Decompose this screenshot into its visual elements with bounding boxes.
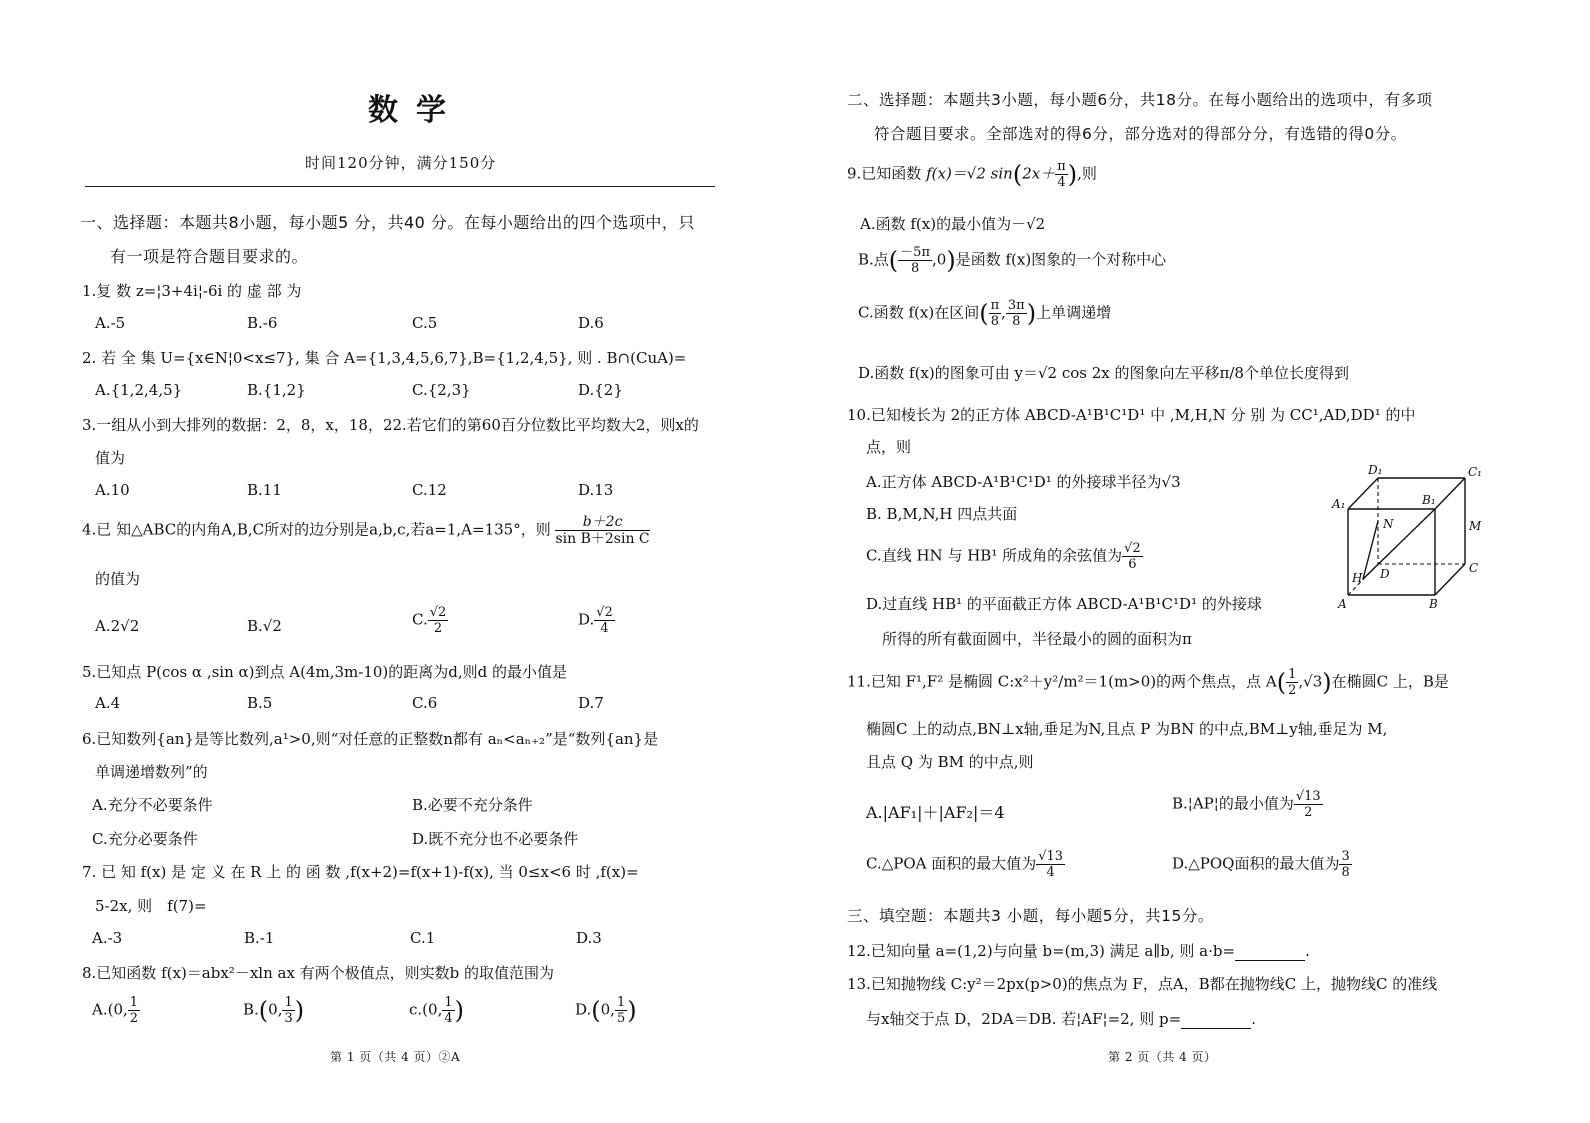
q4-fraction-numerator: b＋2c — [555, 515, 649, 531]
q10-option-b: B. B,M,N,H 四点共面 — [866, 505, 1018, 523]
page-2-footer: 第 2 页（共 4 页） — [1108, 1050, 1217, 1064]
q4-d-den: 4 — [600, 621, 609, 636]
label-n: N — [1383, 517, 1394, 531]
q2-option-a: A.{1,2,4,5} — [95, 381, 183, 399]
question-4 — [82, 515, 650, 546]
q9-b-tail: 是函数 f(x)图象的一个对称中心 — [955, 250, 1167, 269]
q7-option-c: C.1 — [410, 929, 436, 947]
q11-point-den: 2 — [1288, 683, 1297, 698]
q9-c1-den: 8 — [990, 314, 999, 329]
q8-option-d: D.(0, $\frac{1}{5}$ ) — [575, 995, 637, 1026]
q9-function: f(x)＝√2 sin — [926, 164, 1013, 183]
q9-b-den: 8 — [910, 261, 920, 276]
question-1: 1.复 数 z=¦3+4i¦-6i 的 虚 部 为 — [82, 282, 302, 300]
q8-option-d-label: D. — [575, 1000, 592, 1019]
q10-c-num: √2 — [1124, 541, 1141, 556]
q8-d-den: 5 — [616, 1011, 626, 1026]
exam-time-info: 时间120分钟，满分150分 — [305, 154, 497, 172]
q9-four: 4 — [1057, 175, 1066, 190]
title-divider — [85, 186, 715, 187]
label-m: M — [1469, 519, 1482, 533]
q13-answer-blank[interactable] — [1181, 1014, 1251, 1029]
q5-option-b: B.5 — [247, 694, 273, 712]
q7-option-a: A.-3 — [92, 929, 123, 947]
q11-d-num: 3 — [1341, 849, 1350, 864]
q11-d-den: 8 — [1341, 865, 1350, 880]
q9-c2-den: 8 — [1012, 314, 1021, 329]
label-h: H — [1352, 571, 1363, 585]
question-3: 3.一组从小到大排列的数据：2，8，x，18，22.若它们的第60百分位数比平均数大2，则x的 — [82, 416, 699, 434]
q12-answer-blank[interactable] — [1235, 946, 1305, 961]
q11-point-tail: ,√3 — [1298, 672, 1323, 691]
q3-option-d: D.13 — [578, 481, 614, 499]
q8-a-num: 1 — [129, 995, 139, 1010]
q10-option-c — [866, 542, 1143, 571]
question-11-cont: 椭圆C 上的动点,BN⊥x轴,垂足为N,且点 P 为BN 的中点,BM⊥y轴,垂足为 M, — [866, 720, 1388, 738]
edge-bc — [1435, 564, 1465, 595]
question-10: 10.已知棱长为 2的正方体 ABCD-A¹B¹C¹D¹ 中 ,M,H,N 分 别 为 CC¹,AD,DD¹ 的中 — [847, 406, 1416, 424]
q8-c-num: 1 — [444, 995, 453, 1010]
question-11-cont-2: 且点 Q 为 BM 的中点,则 — [866, 753, 1034, 771]
q8-b-num: 1 — [284, 995, 293, 1010]
q11-line1-tail: 在椭圆C 上，B是 — [1331, 672, 1449, 691]
q10-option-c-label: C.直线 HN 与 HB¹ 所成角的余弦值为 — [866, 546, 1123, 565]
q6-option-b: B.必要不充分条件 — [412, 796, 533, 814]
q10-option-d-cont: 所得的所有截面圆中，半径最小的圆的面积为π — [882, 630, 1192, 648]
question-8: 8.已知函数 f(x)＝abx²－xln ax 有两个极值点，则实数b 的取值范围为 — [82, 964, 555, 982]
section-3-heading: 三、填空题：本题共3 小题，每小题5分，共15分。 — [847, 907, 1214, 925]
q9-suffix: ,则 — [1077, 164, 1097, 183]
q4-option-c-label: C. — [412, 610, 428, 629]
q1-option-d: D.6 — [578, 314, 604, 332]
label-d: D — [1380, 567, 1390, 581]
q9-prefix: 9.已知函数 — [847, 164, 922, 183]
section-1-heading: 一、选择题：本题共8小题，每小题5 分，共40 分。在每小题给出的四个选项中，只 — [80, 213, 695, 232]
q7-option-b: B.-1 — [244, 929, 275, 947]
label-b1: B₁ — [1422, 493, 1436, 507]
q9-option-b-label: B.点 — [858, 250, 889, 269]
question-5: 5.已知点 P(cos α ,sin α)到点 A(4m,3m-10)的距离为d,则d 的最小值是 — [82, 663, 567, 681]
q3-option-c: C.12 — [412, 481, 447, 499]
q9-argument: 2x＋ — [1022, 164, 1056, 183]
q9-b-zero: ,0 — [932, 250, 947, 269]
question-3-cont: 值为 — [95, 449, 126, 467]
q11-option-c-label: C.△POA 面积的最大值为 — [866, 854, 1037, 873]
section-1-heading-cont: 有一项是符合题目要求的。 — [110, 247, 309, 266]
q10-option-a: A.正方体 ABCD-A¹B¹C¹D¹ 的外接球半径为√3 — [866, 473, 1181, 491]
q2-option-b: B.{1,2} — [247, 381, 306, 399]
page-1 — [0, 0, 790, 1123]
q4-option-b: B.√2 — [247, 617, 282, 635]
q1-option-b: B.-6 — [247, 314, 278, 332]
q8-option-c: c.(0, $\frac{1}{4}$ ) — [409, 995, 464, 1026]
label-a: A — [1338, 597, 1347, 611]
label-c: C — [1469, 561, 1479, 575]
q8-d-zero: 0, — [600, 1000, 615, 1019]
section-2-heading: 二、选择题：本题共3小题，每小题6分，共18分。在每小题给出的选项中，有多项 — [847, 91, 1433, 109]
q4-option-a: A.2√2 — [95, 617, 140, 635]
q8-option-c-label: c.(0, — [409, 1000, 443, 1019]
q5-option-d: D.7 — [578, 694, 604, 712]
q9-c1-num: π — [990, 298, 1000, 313]
q8-b-den: 3 — [284, 1011, 293, 1026]
q5-option-a: A.4 — [95, 694, 121, 712]
question-11: 11.已知 F¹,F² 是椭圆 C:x²＋y²/m²＝1(m>0)的两个焦点，点 A( $\frac{1}{2}$ ,√3)在椭圆C 上，B是 — [847, 667, 1449, 698]
question-10-cont: 点，则 — [866, 438, 912, 456]
q8-c-den: 4 — [444, 1011, 453, 1026]
q8-option-a — [92, 996, 140, 1025]
question-6-cont: 单调递增数列”的 — [95, 763, 208, 781]
q3-option-a: A.10 — [95, 481, 130, 499]
question-6: 6.已知数列{an}是等比数列,a¹>0,则“对任意的正整数n都有 aₙ<aₙ₊₂”是“数列{an}是 — [82, 730, 659, 748]
q11-option-d — [1172, 850, 1352, 879]
label-c1: C₁ — [1468, 465, 1482, 479]
q11-c-num: √13 — [1038, 849, 1064, 864]
question-13-cont: 与x轴交于点 D，2DA＝DB. 若¦AF¦=2, 则 p= . — [866, 1010, 1256, 1028]
question-7-cont: 5-2x, 则 f(7)= — [95, 897, 207, 915]
page-1-footer: 第 1 页（共 4 页）②A — [330, 1050, 461, 1064]
question-12: 12.已知向量 a=(1,2)与向量 b=(m,3) 满足 a∥b, 则 a·b= . — [847, 942, 1310, 960]
q8-a-den: 2 — [129, 1011, 139, 1026]
q4-d-num: √2 — [596, 605, 613, 620]
q8-b-zero: 0, — [268, 1000, 283, 1019]
q11-b-num: √13 — [1295, 789, 1321, 804]
question-2: 2. 若 全 集 U={x∈N¦0<x≤7}, 集 合 A={1,3,4,5,6,7},B={1,2,4,5}, 则 . B∩(CuA)= — [82, 349, 687, 367]
q9-option-b: B.点( $\frac{-5\pi}{8}$ ,0)是函数 f(x)图象的一个对称中心 — [858, 245, 1167, 276]
q6-option-a: A.充分不必要条件 — [92, 796, 213, 814]
question-9: 9.已知函数 f(x)＝√2 sin(2x＋ $\frac{\pi}{4}$ ),则 — [847, 159, 1097, 190]
q6-option-c: C.充分必要条件 — [92, 830, 198, 848]
cube-figure — [1330, 462, 1490, 612]
q10-option-d: D.过直线 HB¹ 的平面截正方体 ABCD-A¹B¹C¹D¹ 的外接球 — [866, 595, 1262, 613]
question-13: 13.已知抛物线 C:y²＝2px(p>0)的焦点为 F，点A，B都在抛物线C 上，抛物线C 的准线 — [847, 975, 1438, 993]
q1-option-c: C.5 — [412, 314, 438, 332]
q9-option-c-label: C.函数 f(x)在区间 — [858, 303, 980, 322]
q4-option-d-label: D. — [578, 610, 595, 629]
label-d1: D₁ — [1368, 463, 1383, 477]
q11-option-c — [866, 850, 1065, 879]
q11-option-b — [1172, 790, 1323, 819]
q4-fraction — [555, 515, 649, 546]
q11-option-b-label: B.¦AP¦的最小值为 — [1172, 794, 1294, 813]
label-a1: A₁ — [1332, 497, 1346, 511]
q4-fraction-denominator: sin B＋2sin C — [555, 531, 650, 547]
q2-option-d: D.{2} — [578, 381, 623, 399]
edge-a1d1 — [1348, 478, 1378, 509]
q11-option-d-label: D.△POQ面积的最大值为 — [1172, 854, 1340, 873]
q6-option-d: D.既不充分也不必要条件 — [412, 830, 579, 848]
q4-c-den: 2 — [433, 621, 443, 636]
section-2-heading-cont: 符合题目要求。全部选对的得6分，部分选对的得部分分，有选错的得0分。 — [874, 125, 1407, 143]
q9-pi: π — [1057, 159, 1066, 174]
q11-point-num: 1 — [1288, 667, 1297, 682]
q9-option-c: C.函数 f(x)在区间( $\frac{\pi}{8}$ , $\frac{3\pi}{8}$ )上单调递增 — [858, 298, 1112, 329]
page-title: 数学 — [368, 93, 464, 128]
question-4-cont: 的值为 — [95, 570, 141, 588]
q9-option-d: D.函数 f(x)的图象可由 y＝√2 cos 2x 的图象向左平移π/8个单位长度得到 — [858, 364, 1349, 382]
label-b: B — [1429, 597, 1438, 611]
q9-option-a: A.函数 f(x)的最小值为－√2 — [860, 215, 1046, 233]
page-2 — [800, 0, 1590, 1123]
q9-c2-num: 3π — [1007, 298, 1025, 313]
q1-option-a: A.-5 — [95, 314, 126, 332]
q8-option-b: B.(0, $\frac{1}{3}$ ) — [243, 995, 305, 1026]
q13-text: 与x轴交于点 D，2DA＝DB. 若¦AF¦=2, 则 p= — [866, 1010, 1182, 1028]
q4-option-d — [578, 606, 615, 635]
q12-text: 12.已知向量 a=(1,2)与向量 b=(m,3) 满足 a∥b, 则 a·b= — [847, 942, 1236, 960]
q8-option-b-label: B. — [243, 1000, 259, 1019]
q11-option-a: A.|AF₁|＋|AF₂|＝4 — [866, 803, 1005, 822]
q9-b-num: －5π — [900, 245, 930, 260]
question-7: 7. 已 知 f(x) 是 定 义 在 R 上 的 函 数 ,f(x+2)=f(x+1)-f(x), 当 0≤x<6 时 ,f(x)= — [82, 863, 639, 881]
edge-b1c1 — [1435, 478, 1465, 509]
q8-option-a-label: A.(0, — [92, 1000, 128, 1019]
q10-c-den: 6 — [1128, 557, 1137, 572]
q11-c-den: 4 — [1046, 865, 1055, 880]
q11-b-den: 2 — [1304, 805, 1313, 820]
segment-hn — [1363, 521, 1378, 579]
q8-d-num: 1 — [616, 995, 626, 1010]
q7-option-d: D.3 — [576, 929, 602, 947]
q11-line1: 11.已知 F¹,F² 是椭圆 C:x²＋y²/m²＝1(m>0)的两个焦点，点 A — [847, 672, 1277, 691]
q4-option-c — [412, 606, 448, 635]
q9-c-tail: 上单调递增 — [1036, 303, 1112, 322]
q3-option-b: B.11 — [247, 481, 282, 499]
question-4-text: 4.已 知△ABC的内角A,B,C所对的边分别是a,b,c,若a=1,A=135°，则 — [82, 520, 551, 539]
q4-c-num: √2 — [429, 605, 447, 620]
q5-option-c: C.6 — [412, 694, 438, 712]
q2-option-c: C.{2,3} — [412, 381, 471, 399]
